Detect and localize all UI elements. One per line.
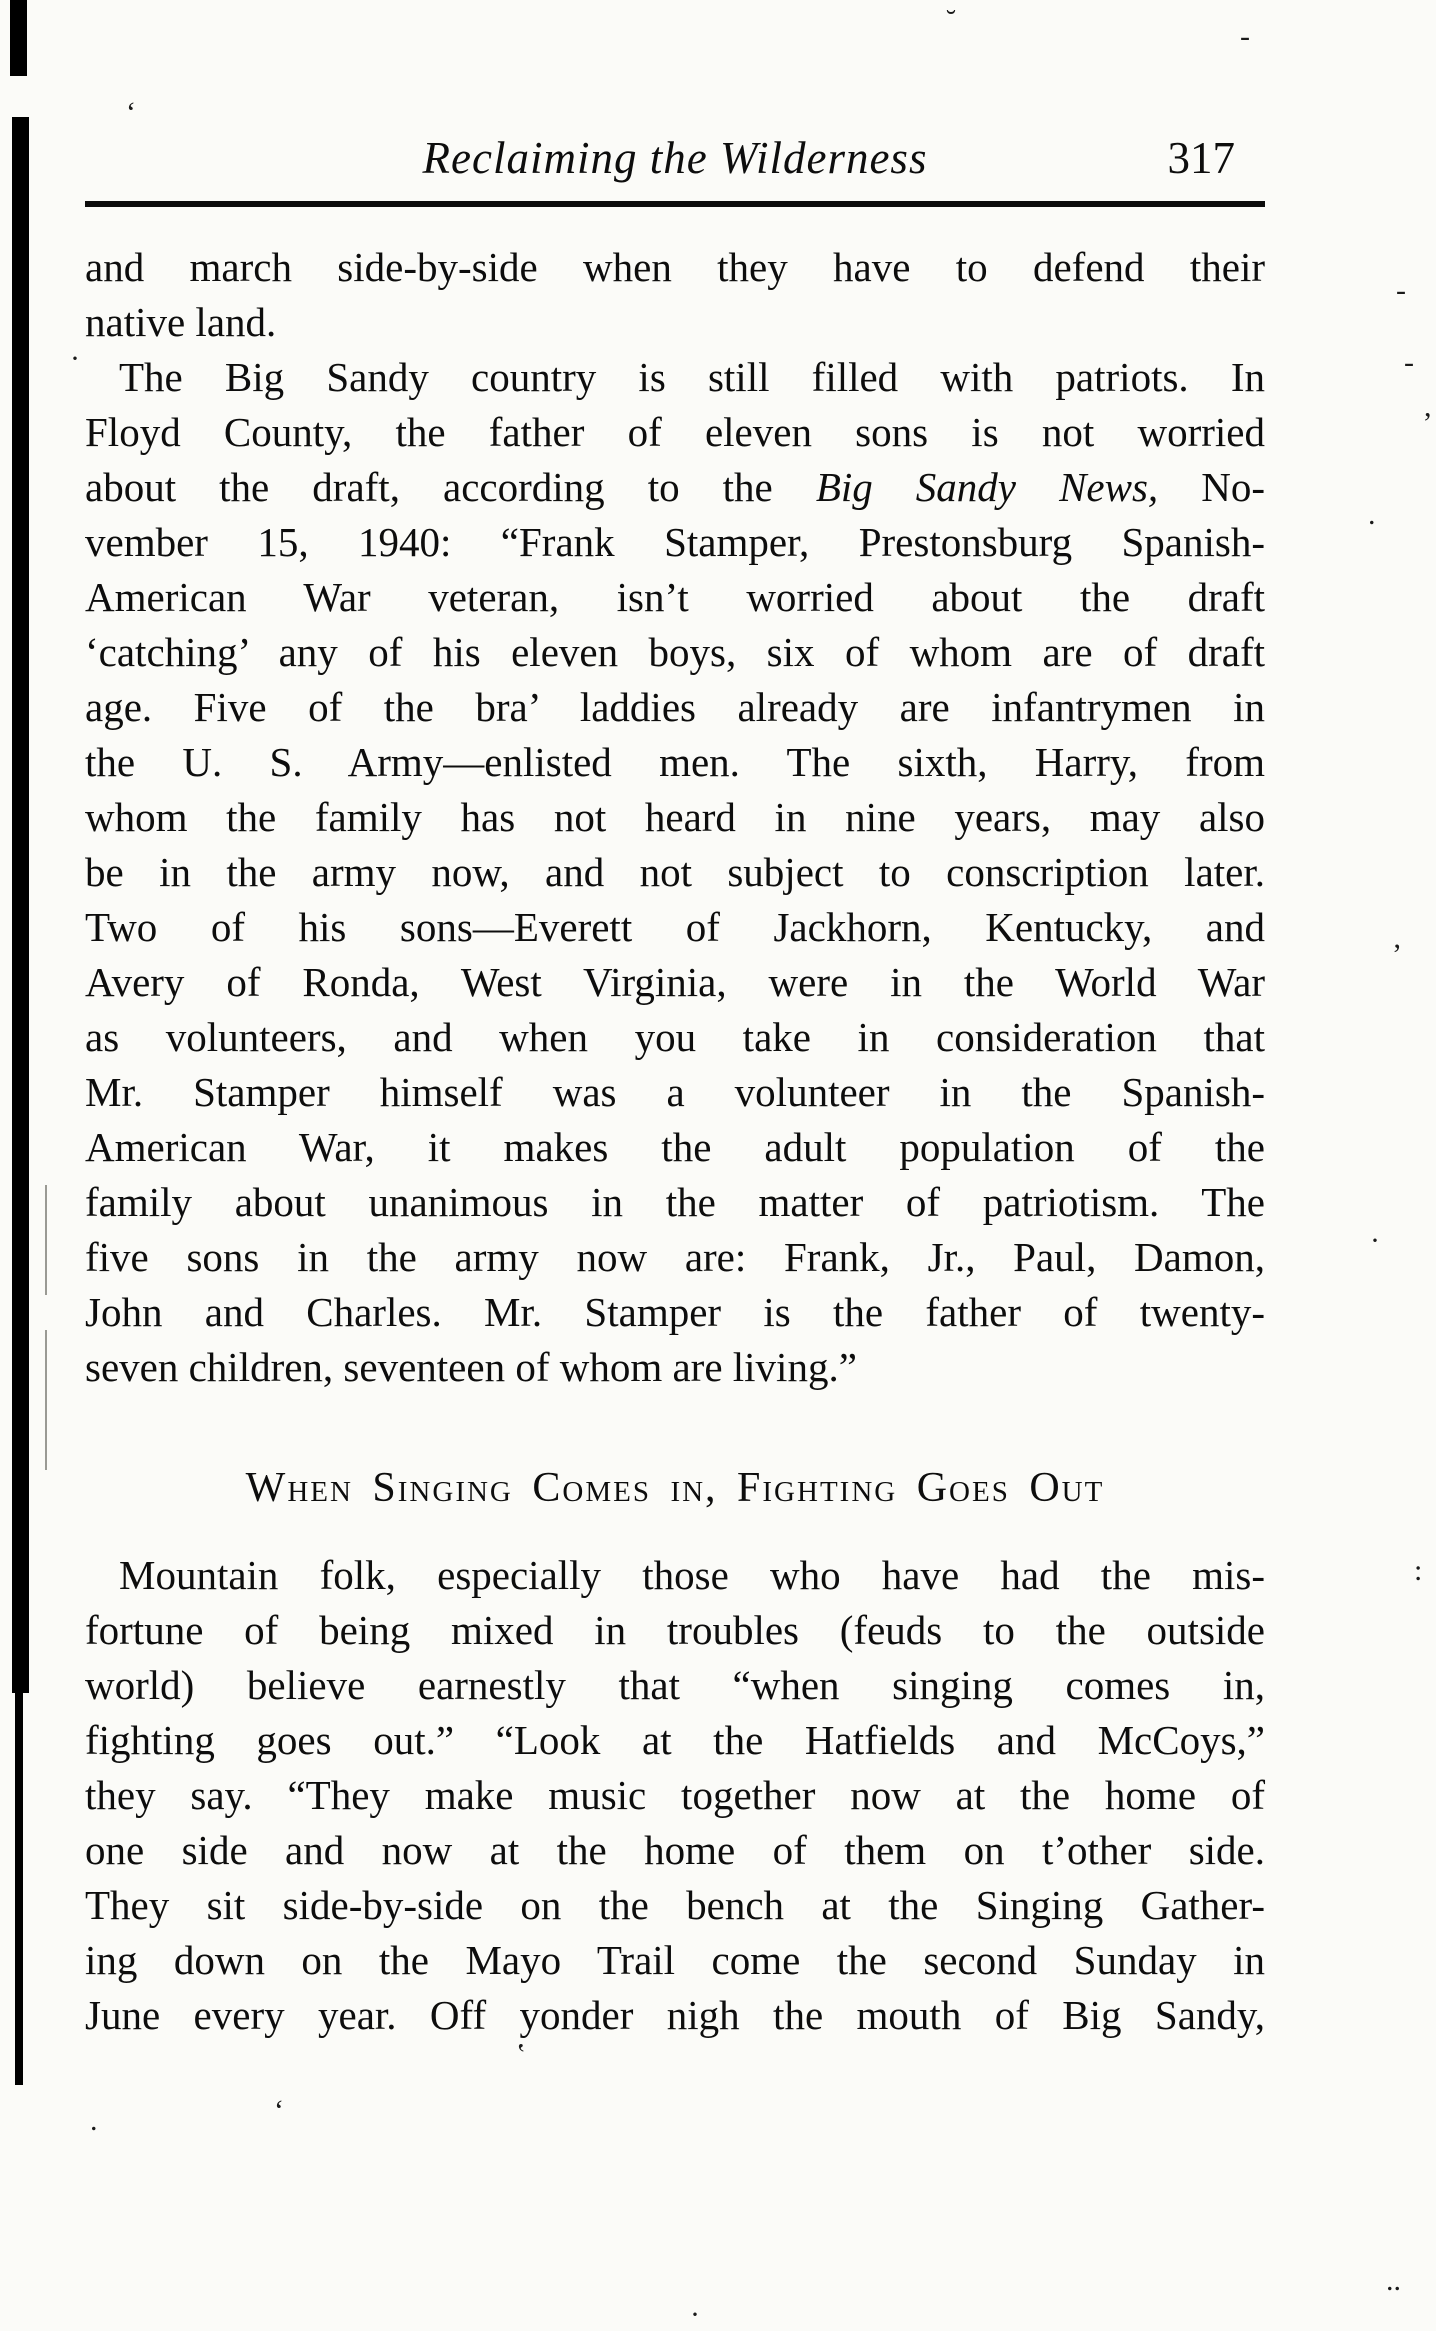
text-run: world) believe earnestly that “when singing comes in,	[85, 1662, 1265, 1708]
text-run: American War, it makes the adult population of the	[85, 1124, 1265, 1170]
text-run: Mr. Stamper himself was a volunteer in the Spanish-	[85, 1069, 1265, 1115]
text-line	[85, 1120, 1265, 1175]
text-line	[85, 1823, 1265, 1878]
text-run: ing down on the Mayo Trail come the second Sunday in	[85, 1937, 1265, 1983]
text-run: American War veteran, isn’t worried about the draft	[85, 574, 1265, 620]
italic-run: Big Sandy News,	[815, 464, 1159, 510]
scan-speck: ,	[1424, 390, 1432, 423]
text-line	[85, 1603, 1265, 1658]
paragraph-stamper	[85, 350, 1265, 1395]
text-line	[85, 735, 1265, 790]
text-run: one side and now at the home of them on t’other side.	[85, 1827, 1265, 1873]
text-line	[85, 240, 1265, 295]
text-line	[85, 405, 1265, 460]
text-run: be in the army now, and not subject to conscription later.	[85, 849, 1265, 895]
text-line	[85, 1175, 1265, 1230]
scan-speck: -	[1396, 274, 1406, 307]
text-run: they say. “They make music together now at the home of	[85, 1772, 1265, 1818]
text-line	[85, 1340, 1265, 1395]
text-line	[85, 1878, 1265, 1933]
binding-shadow-faint	[45, 1185, 47, 1295]
text-run: Mountain folk, especially those who have had the mis-	[119, 1552, 1265, 1598]
text-run: ‘catching’ any of his eleven boys, six of whom are of draft	[85, 629, 1265, 675]
scan-speck: :	[1414, 1554, 1423, 1587]
text-line	[85, 790, 1265, 845]
text-run: Avery of Ronda, West Virginia, were in the World War	[85, 959, 1265, 1005]
section-heading: When Singing Comes in, Fighting Goes Out	[245, 1465, 1105, 1511]
text-line	[85, 900, 1265, 955]
text-run: family about unanimous in the matter of patriotism. The	[85, 1179, 1265, 1225]
paragraph-singing	[85, 1548, 1265, 2043]
running-header-title: Reclaiming the Wilderness	[422, 133, 928, 183]
page-number: 317	[1167, 133, 1235, 183]
scan-speck: ˘	[946, 4, 956, 37]
text-line	[85, 515, 1265, 570]
scan-speck: -	[1404, 346, 1414, 379]
text-run: No-	[1158, 464, 1265, 510]
text-line	[85, 460, 1265, 515]
text-run: John and Charles. Mr. Stamper is the father of twenty-	[85, 1289, 1265, 1335]
scan-speck: ‘	[126, 96, 136, 129]
text-line	[85, 955, 1265, 1010]
text-line	[85, 350, 1265, 405]
scan-speck: ‘	[274, 2094, 284, 2127]
binding-shadow-faint	[45, 1330, 47, 1470]
text-run: vember 15, 1940: “Frank Stamper, Prestonsburg Spanish-	[85, 519, 1265, 565]
scan-speck: ·	[690, 2298, 700, 2331]
text-line	[85, 1713, 1265, 1768]
text-run: about the draft, according to the	[85, 464, 816, 510]
running-header	[85, 126, 1265, 190]
text-run: native land.	[85, 299, 277, 345]
binding-shadow-top	[10, 0, 27, 76]
text-line	[85, 845, 1265, 900]
text-line	[85, 295, 1265, 350]
text-run: June every year. Off yonder nigh the mouth of Big Sandy,	[85, 1992, 1265, 2038]
text-line	[85, 570, 1265, 625]
text-line	[85, 1285, 1265, 1340]
text-run: Floyd County, the father of eleven sons is not worried	[85, 409, 1265, 455]
text-line	[85, 1658, 1265, 1713]
text-run: five sons in the army now are: Frank, Jr., Paul, Damon,	[85, 1234, 1265, 1280]
scan-speck: ..	[1386, 2264, 1401, 2297]
text-line	[85, 680, 1265, 735]
scan-speck: .	[90, 2104, 98, 2137]
scan-speck: ·	[70, 342, 80, 375]
text-run: fighting goes out.” “Look at the Hatfields and McCoys,”	[85, 1717, 1265, 1763]
text-line	[85, 1010, 1265, 1065]
header-rule	[85, 201, 1265, 207]
text-run: age. Five of the bra’ laddies already are infantrymen in	[85, 684, 1265, 730]
text-line	[85, 1548, 1265, 1603]
text-line	[85, 625, 1265, 680]
binding-shadow-bottom	[15, 1693, 23, 2085]
text-run: fortune of being mixed in troubles (feuds to the outside	[85, 1607, 1265, 1653]
text-run: The Big Sandy country is still filled with patriots. In	[119, 354, 1265, 400]
text-line	[85, 1230, 1265, 1285]
text-run: and march side-by-side when they have to defend their	[85, 244, 1265, 290]
scan-speck: ’	[1392, 938, 1402, 971]
text-run: Two of his sons—Everett of Jackhorn, Kentucky, and	[85, 904, 1265, 950]
text-run: They sit side-by-side on the bench at the Singing Gather-	[85, 1882, 1265, 1928]
text-run: seven children, seventeen of whom are living.”	[85, 1344, 857, 1390]
binding-shadow-main	[12, 117, 29, 1693]
paragraph-continuation	[85, 240, 1265, 350]
text-line	[85, 1065, 1265, 1120]
scan-speck: ʽ	[516, 2038, 526, 2071]
text-line	[85, 1988, 1265, 2043]
text-run: as volunteers, and when you take in consideration that	[85, 1014, 1265, 1060]
text-line	[85, 1933, 1265, 1988]
scan-speck: .	[1368, 498, 1376, 531]
text-run: whom the family has not heard in nine years, may also	[85, 794, 1265, 840]
scan-speck: ·	[1370, 1224, 1380, 1257]
scan-speck: -	[1240, 20, 1250, 53]
text-run: the U. S. Army—enlisted men. The sixth, Harry, from	[85, 739, 1265, 785]
text-line	[85, 1768, 1265, 1823]
